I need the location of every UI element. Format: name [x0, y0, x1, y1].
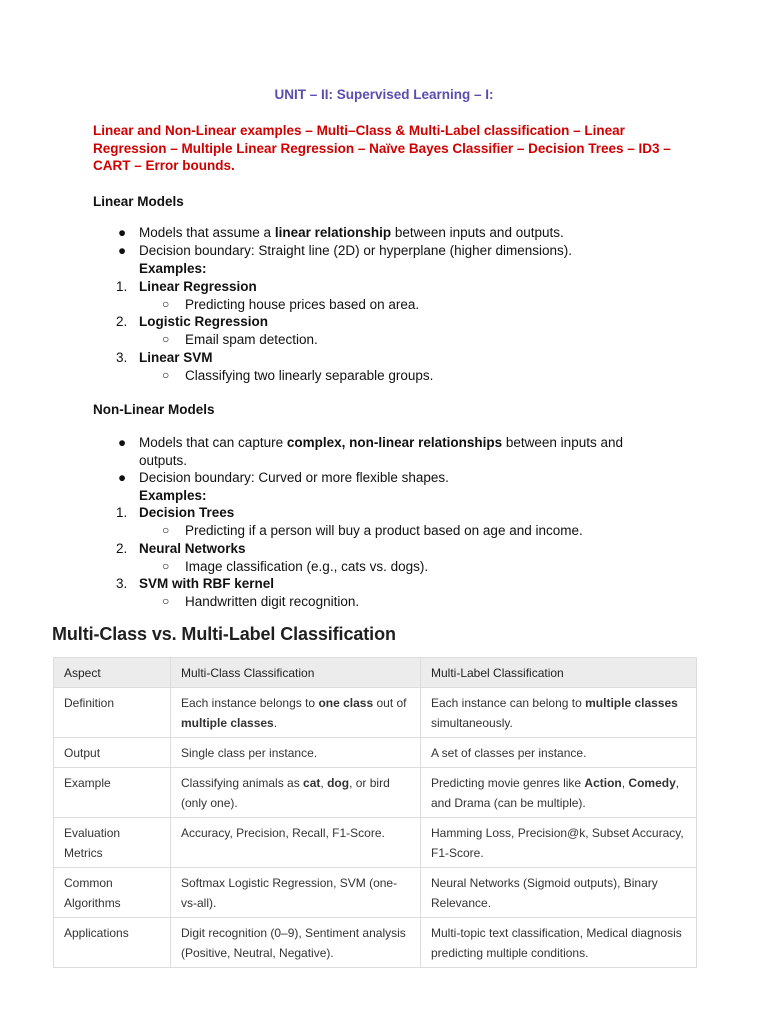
- aspect-cell: Common Algorithms: [54, 868, 171, 918]
- example-name: Linear Regression: [139, 279, 257, 294]
- list-number: 2.: [116, 314, 128, 329]
- linear-examples-label: Examples:: [139, 261, 207, 276]
- aspect-cell: Evaluation Metrics: [54, 818, 171, 868]
- multi-class-cell: Accuracy, Precision, Recall, F1-Score.: [171, 818, 421, 868]
- column-header: Multi-Label Classification: [421, 658, 697, 688]
- example-detail: Handwritten digit recognition.: [185, 594, 360, 609]
- column-header: Aspect: [54, 658, 171, 688]
- multi-label-cell: Each instance can belong to multiple classes simultaneously.: [421, 688, 697, 738]
- example-detail: Predicting house prices based on area.: [185, 297, 420, 312]
- multi-class-cell: Digit recognition (0–9), Sentiment analysis (Positive, Neutral, Negative).: [171, 918, 421, 968]
- circle-bullet-icon: ○: [162, 559, 170, 573]
- circle-bullet-icon: ○: [162, 297, 170, 311]
- nonlinear-bullet-1: Models that can capture complex, non-linear relationships between inputs and outputs.: [139, 435, 623, 468]
- circle-bullet-icon: ○: [162, 594, 170, 608]
- aspect-cell: Definition: [54, 688, 171, 738]
- nonlinear-bullet-2: Decision boundary: Curved or more flexible shapes.: [139, 470, 449, 485]
- aspect-cell: Example: [54, 768, 171, 818]
- aspect-cell: Output: [54, 738, 171, 768]
- unit-title: UNIT – II: Supervised Learning – I:: [274, 87, 494, 102]
- comparison-heading: Multi-Class vs. Multi-Label Classification: [52, 624, 396, 644]
- nonlinear-examples-label: Examples:: [139, 488, 207, 503]
- bullet-icon: ●: [118, 470, 127, 485]
- multi-label-cell: Neural Networks (Sigmoid outputs), Binary Relevance.: [421, 868, 697, 918]
- bullet-icon: ●: [118, 225, 127, 240]
- bullet-icon: ●: [118, 435, 127, 450]
- table-row: [54, 918, 697, 968]
- example-detail: Email spam detection.: [185, 332, 318, 347]
- aspect-cell: Applications: [54, 918, 171, 968]
- table-header-row: [54, 658, 697, 688]
- multi-class-cell: Single class per instance.: [171, 738, 421, 768]
- multi-label-cell: Predicting movie genres like Action, Comedy, and Drama (can be multiple).: [421, 768, 697, 818]
- multi-label-cell: A set of classes per instance.: [421, 738, 697, 768]
- topics-list: Linear and Non-Linear examples – Multi–Class & Multi-Label classification – Linear Regression – Multiple Linear Regression – Naïve Bayes Classifier – Decision Trees – ID3 – CART – Error bounds.: [93, 123, 671, 173]
- list-number: 3.: [116, 350, 128, 365]
- circle-bullet-icon: ○: [162, 332, 170, 346]
- circle-bullet-icon: ○: [162, 523, 170, 537]
- multi-class-cell: Classifying animals as cat, dog, or bird (only one).: [171, 768, 421, 818]
- list-number: 2.: [116, 541, 128, 556]
- table-row: [54, 768, 697, 818]
- linear-models-heading: Linear Models: [93, 194, 184, 209]
- table-row: [54, 738, 697, 768]
- linear-bullet-1: Models that assume a linear relationship between inputs and outputs.: [139, 225, 564, 240]
- example-name: Linear SVM: [139, 350, 213, 365]
- list-number: 1.: [116, 505, 128, 520]
- multi-class-cell: Softmax Logistic Regression, SVM (one-vs-all).: [171, 868, 421, 918]
- nonlinear-models-heading: Non-Linear Models: [93, 402, 215, 417]
- example-name: SVM with RBF kernel: [139, 576, 275, 591]
- example-name: Decision Trees: [139, 505, 235, 520]
- bullet-icon: ●: [118, 243, 127, 258]
- table-row: [54, 818, 697, 868]
- multi-label-cell: Hamming Loss, Precision@k, Subset Accuracy, F1-Score.: [421, 818, 697, 868]
- example-detail: Image classification (e.g., cats vs. dogs).: [185, 559, 429, 574]
- multi-label-cell: Multi-topic text classification, Medical diagnosis predicting multiple conditions.: [421, 918, 697, 968]
- example-name: Neural Networks: [139, 541, 246, 556]
- multi-class-cell: Each instance belongs to one class out of multiple classes.: [171, 688, 421, 738]
- circle-bullet-icon: ○: [162, 368, 170, 382]
- list-number: 3.: [116, 576, 128, 591]
- column-header: Multi-Class Classification: [171, 658, 421, 688]
- list-number: 1.: [116, 279, 128, 294]
- comparison-table: [53, 657, 697, 968]
- example-detail: Classifying two linearly separable groups.: [185, 368, 434, 383]
- example-detail: Predicting if a person will buy a product based on age and income.: [185, 523, 583, 538]
- table-row: [54, 868, 697, 918]
- table-row: [54, 688, 697, 738]
- linear-bullet-2: Decision boundary: Straight line (2D) or hyperplane (higher dimensions).: [139, 243, 572, 258]
- example-name: Logistic Regression: [139, 314, 269, 329]
